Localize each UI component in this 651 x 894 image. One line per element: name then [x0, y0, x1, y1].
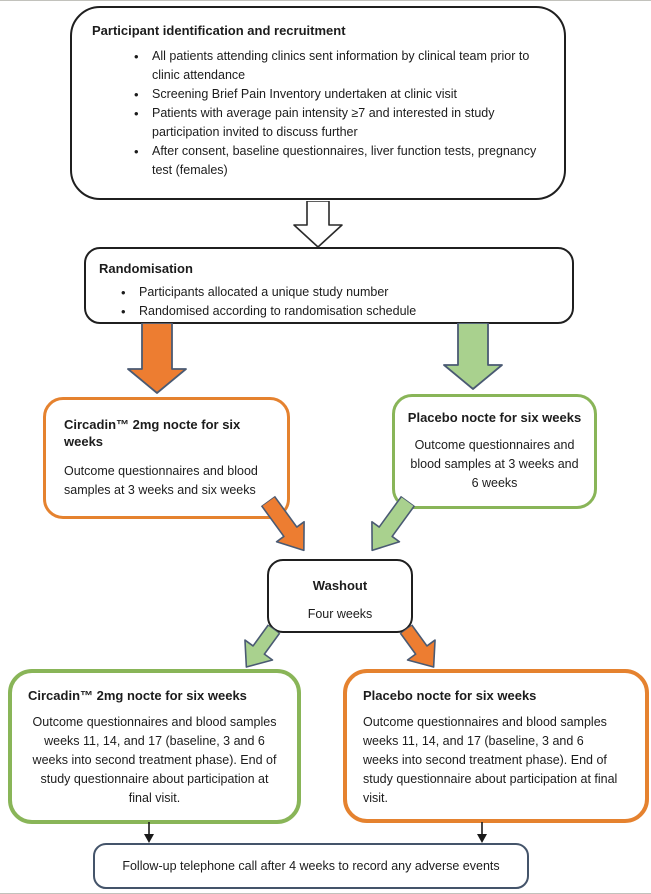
orange-down-arrow-icon — [127, 323, 187, 399]
recruitment-bullet: • Screening Brief Pain Inventory undertaken at clinic visit — [134, 85, 556, 104]
circadin-phase2-body: Outcome questionnaires and blood samples weeks 11, 14, and 17 (baseline, 3 and 6 weeks into second treatment phase). End of study questionnaire about participation at final visit. — [32, 715, 277, 805]
circadin-phase1-body: Outcome questionnaires and blood samples at 3 weeks and six weeks — [64, 464, 258, 497]
green-down-arrow-icon — [443, 323, 503, 395]
recruitment-box — [70, 6, 566, 200]
recruitment-bullet-list — [134, 47, 556, 180]
placebo-phase1-title: Placebo nocte for six weeks — [407, 410, 582, 425]
hollow-down-arrow-icon — [292, 201, 344, 253]
followup-text: Follow-up telephone call after 4 weeks to record any adverse events — [122, 859, 500, 873]
randomisation-bullet: • Participants allocated a unique study number — [121, 283, 562, 302]
recruitment-bullet: • After consent, baseline questionnaires, liver function tests, pregnancy test (females) — [134, 142, 556, 180]
randomisation-title: Randomisation — [99, 261, 193, 276]
washout-box — [267, 559, 413, 633]
placebo-phase2-body: Outcome questionnaires and blood samples weeks 11, 14, and 17 (baseline, 3 and 6 weeks into second treatment phase). End of study questionnaire about participation at final visit. — [363, 715, 618, 805]
randomisation-bullet-list — [121, 283, 562, 321]
placebo-phase1-box — [392, 394, 597, 509]
placebo-phase2-title: Placebo nocte for six weeks — [363, 688, 537, 703]
followup-box — [93, 843, 529, 889]
circadin-phase1-box — [43, 397, 290, 519]
circadin-phase1-title: Circadin™ 2mg nocte for six weeks — [64, 417, 241, 449]
washout-body: Four weeks — [307, 607, 373, 621]
placebo-phase2-box — [343, 669, 649, 823]
recruitment-bullet: • All patients attending clinics sent information by clinical team prior to clinic attendance — [134, 47, 556, 85]
circadin-phase2-title: Circadin™ 2mg nocte for six weeks — [28, 688, 247, 703]
washout-title: Washout — [312, 578, 368, 593]
randomisation-bullet: • Randomised according to randomisation schedule — [121, 302, 562, 321]
recruitment-title: Participant identification and recruitment — [92, 23, 346, 38]
circadin-phase2-box — [8, 669, 301, 824]
randomisation-box — [84, 247, 574, 324]
placebo-phase1-body: Outcome questionnaires and blood samples at 3 weeks and 6 weeks — [410, 438, 579, 490]
recruitment-bullet: • Patients with average pain intensity ≥7 and interested in study participation invited to discuss further — [134, 104, 556, 142]
